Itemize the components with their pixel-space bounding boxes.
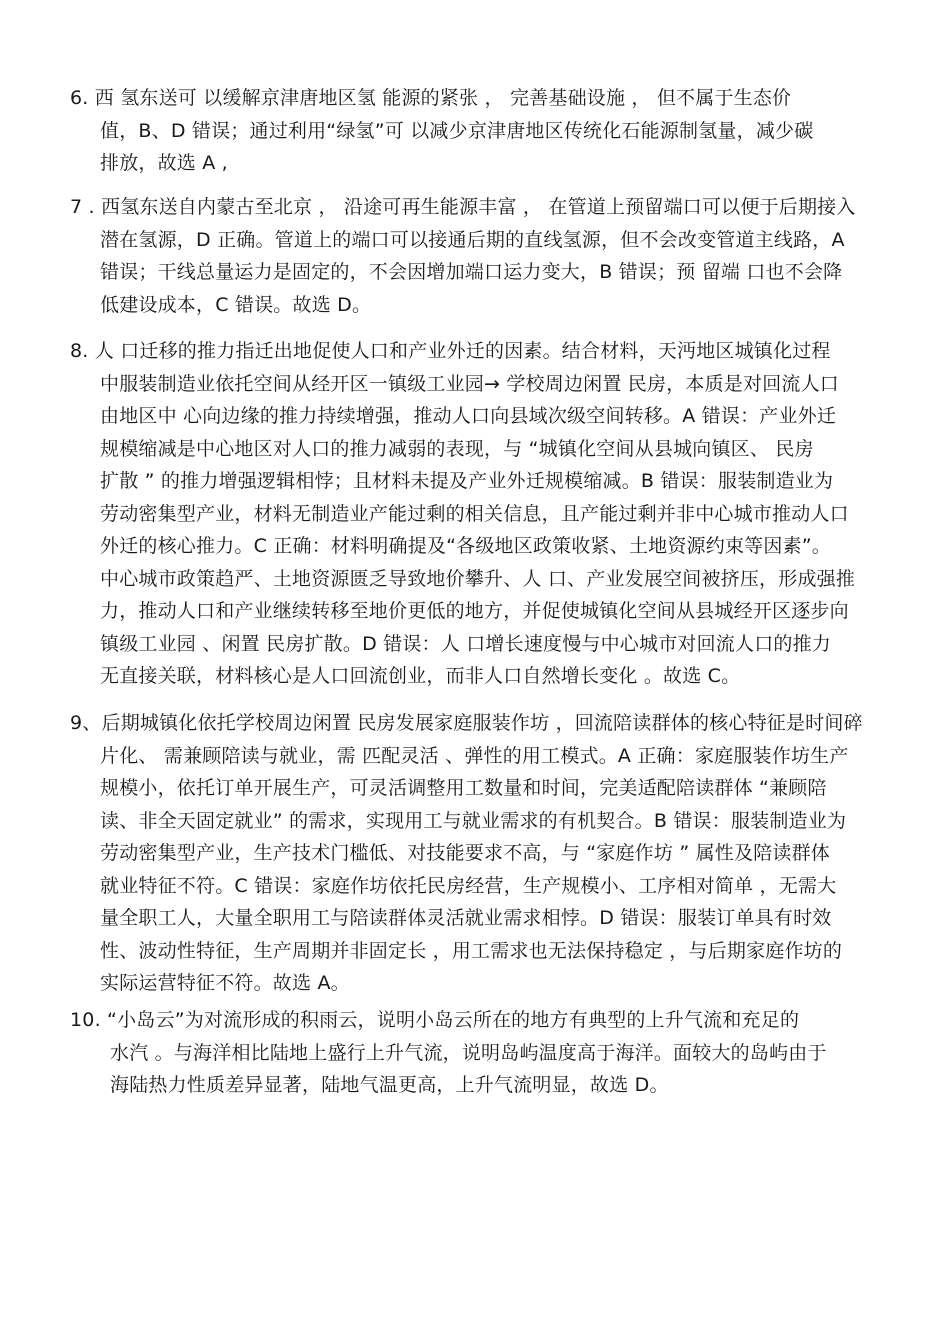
answer-line: 7 . 西氢东送自内蒙古至北京 ， 沿途可再生能源丰富 ， 在管道上预留端口可以便于后期接入 [70,196,856,218]
answer-line: 量全职工人，大量全职用工与陪读群体灵活就业需求相悖。D 错误：服装订单具有时效 [100,907,832,929]
answer-item-6 [70,82,890,180]
answer-line: 无直接关联，材料核心是人口回流创业，而非人口自然增长变化 。故选 C。 [100,665,741,687]
answer-line: 外迁的核心推力。C 正确：材料明确提及“各级地区政策收紧、土地资源约束等因素”。 [100,535,831,557]
answer-line: 性、波动性特征，生产周期并非固定长 ，用工需求也无法保持稳定 ，与后期家庭作坊的 [100,939,843,962]
answer-line: 低建设成本，C 错误。故选 D。 [100,293,372,316]
answer-line: 实际运营特征不符。故选 A。 [100,972,350,994]
answer-line: 力，推动人口和产业继续转移至地价更低的地方，并促使城镇化空间从县城经开区逐步向 [100,600,849,622]
answer-line: 读、非全天固定就业” 的需求，实现用工与就业需求的有机契合。B 错误：服装制造业为 [100,809,847,832]
answer-line: 10. “小岛云”为对流形成的积雨云，说明小岛云所在的地方有典型的上升气流和充足的 [70,1009,800,1031]
answer-line: 8. 人 口迁移的推力指迁出地促使人口和产业外迁的因素。结合材料，天沔地区城镇化过程 [70,340,831,362]
answer-item-10 [70,1004,890,1102]
answer-line: 劳动密集型产业，生产技术门槛低、对技能要求不高，与 “家庭作坊 ” 属性及陪读群体 [100,842,831,864]
answer-line: 错误；干线总量运力是固定的，不会因增加端口运力变大，B 错误；预 留端 口也不会降 [100,261,843,283]
answer-line: 值，B、D 错误；通过利用“绿氢”可 以减少京津唐地区传统化石能源制氢量，减少碳 [100,119,814,142]
answer-line: 9、后期城镇化依托学校周边闲置 民房发展家庭服装作坊 ，回流陪读群体的核心特征是时间碎 [70,712,863,734]
answer-line: 6. 西 氢东送可 以缓解京津唐地区氢 能源的紧张 ， 完善基础设施 ， 但不属于生态价 [70,87,792,109]
answer-item-8 [70,335,890,693]
answer-line: 劳动密集型产业，材料无制造业产能过剩的相关信息，且产能过剩并非中心城市推动人口 [100,502,849,525]
answer-line: 规模缩减是中心地区对人口的推力减弱的表现，与 “城镇化空间从县城向镇区、 民房 [100,437,814,460]
answer-line: 中服装制造业依托空间从经开区一镇级工业园→ 学校周边闲置 民房，本质是对回流人口 [100,372,840,395]
answer-line: 镇级工业园 、闲置 民房扩散。D 错误：人 口增长速度慢与中心城市对回流人口的推力 [100,632,831,655]
answer-line: 扩散 ” 的推力增强逻辑相悖；且材料未提及产业外迁规模缩减。B 错误：服装制造业为 [100,470,834,492]
answer-item-9 [70,707,890,1000]
answer-line: 水汽 。与海洋相比陆地上盛行上升气流，说明岛屿温度高于海洋。面较大的岛屿由于 [110,1041,827,1064]
answer-line: 就业特征不符。C 错误：家庭作坊依托民房经营，生产规模小、工序相对简单 ，无需大 [100,874,837,897]
answer-line: 片化、 需兼顾陪读与就业，需 匹配灵活 、弹性的用工模式。A 正确：家庭服装作坊生产 [100,744,849,767]
answer-line: 由地区中 心向边缘的推力持续增强，推动人口向县域次级空间转移。A 错误：产业外迁 [100,405,837,427]
answer-line: 规模小，依托订单开展生产，可灵活调整用工数量和时间，完美适配陪读群体 “兼顾陪 [100,777,827,799]
answer-line: 中心城市政策趋严、土地资源匮乏导致地价攀升、人 口、产业发展空间被挤压，形成强推 [100,567,856,590]
answer-line: 排放，故选 A , [100,152,228,174]
answer-line: 海陆热力性质差异显著，陆地气温更高，上升气流明显，故选 D。 [110,1074,669,1096]
answer-item-7 [70,191,890,321]
answer-line: 潜在氢源，D 正确。管道上的端口可以接通后期的直线氢源，但不会改变管道主线路，A [100,228,845,251]
